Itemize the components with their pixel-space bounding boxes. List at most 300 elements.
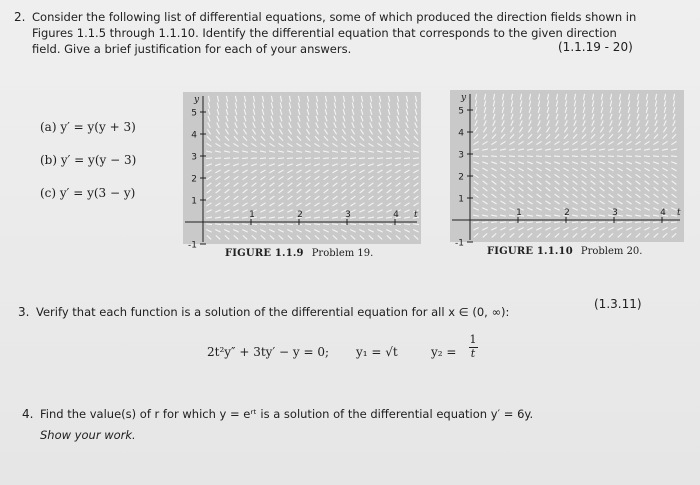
slope-segment <box>582 181 587 185</box>
slope-segment <box>405 183 410 187</box>
slope-segment <box>233 217 239 218</box>
slope-segment <box>482 201 487 204</box>
slope-segment <box>288 129 291 134</box>
slope-segment <box>206 158 212 159</box>
slope-segment <box>474 174 479 177</box>
slope-segment <box>511 94 512 100</box>
slope-segment <box>233 224 239 225</box>
slope-segment <box>413 203 418 206</box>
slope-segment <box>502 120 505 125</box>
slope-segment <box>484 94 485 100</box>
slope-segment <box>208 116 210 122</box>
slope-segment <box>627 134 631 138</box>
slope-segment <box>474 233 478 237</box>
slope-segment <box>554 156 560 157</box>
slope-segment <box>226 102 227 108</box>
slope-segment <box>395 151 401 152</box>
slope-segment <box>636 181 641 185</box>
slope-segment <box>324 189 329 193</box>
slope-segment <box>653 222 659 223</box>
slope-segment <box>216 196 221 200</box>
slope-segment <box>325 109 327 115</box>
slope-segment <box>500 201 505 204</box>
slope-segment <box>342 129 345 134</box>
slope-segment <box>361 96 362 102</box>
slope-segment <box>395 143 400 146</box>
slope-segment <box>415 102 416 108</box>
slope-segment <box>253 116 255 122</box>
slope-segment <box>502 94 503 100</box>
problem3-equation: 2t²y″ + 3ty′ − y = 0; <box>207 345 329 359</box>
slope-segment <box>270 129 273 134</box>
slope-segment <box>635 168 640 171</box>
slope-segment <box>314 164 320 166</box>
slope-segment <box>546 127 549 132</box>
slope-segment <box>413 230 418 233</box>
slope-segment <box>279 189 284 193</box>
slope-segment <box>547 120 550 125</box>
slope-segment <box>592 120 595 125</box>
slope-segment <box>644 168 649 171</box>
slope-segment <box>352 116 354 122</box>
slope-segment <box>671 149 677 150</box>
slope-segment <box>278 170 283 173</box>
slope-segment <box>323 203 328 206</box>
slope-segment <box>315 189 320 193</box>
slope-segment <box>563 201 568 204</box>
slope-segment <box>600 127 603 132</box>
slope-segment <box>663 181 668 185</box>
slope-segment <box>287 151 293 152</box>
slope-segment <box>637 100 638 106</box>
slope-segment <box>655 107 657 113</box>
slope-segment <box>279 235 283 239</box>
slope-segment <box>413 224 419 225</box>
slope-segment <box>225 129 228 134</box>
slope-segment <box>646 120 649 125</box>
slope-segment <box>672 233 676 237</box>
slope-segment <box>377 217 383 218</box>
slope-segment <box>473 156 479 157</box>
slope-segment <box>581 156 587 157</box>
slope-segment <box>664 120 667 125</box>
slope-segment <box>333 176 338 179</box>
y-tick-label: 5 <box>191 108 197 119</box>
slope-segment <box>601 100 602 106</box>
slope-segment <box>378 176 383 179</box>
slope-segment <box>473 149 479 150</box>
slope-segment <box>635 208 640 210</box>
slope-segment <box>405 189 410 193</box>
slope-segment <box>590 168 595 171</box>
slope-segment <box>296 203 301 206</box>
slope-segment <box>280 122 283 127</box>
slope-segment <box>653 168 658 171</box>
slope-segment <box>600 194 605 198</box>
slope-segment <box>637 107 639 113</box>
slope-segment <box>215 151 221 152</box>
slope-segment <box>509 228 514 231</box>
slope-segment <box>332 170 337 173</box>
slope-segment <box>324 136 328 140</box>
slope-segment <box>260 143 265 146</box>
slope-segment <box>626 222 632 223</box>
slope-segment <box>482 162 488 164</box>
slope-segment <box>671 201 676 204</box>
slope-segment <box>387 183 392 187</box>
slope-segment <box>216 129 219 134</box>
slope-segment <box>368 164 374 166</box>
slope-segment <box>396 176 401 179</box>
slope-segment <box>618 194 623 198</box>
slope-segment <box>601 94 602 100</box>
slope-segment <box>242 230 247 233</box>
slope-segment <box>280 116 282 122</box>
slope-segment <box>269 224 275 225</box>
problem4-text: Find the value(s) of r for which y = eʳᵗ is a solution of the differential equation y′ = 6y. <box>40 407 534 421</box>
slope-segment <box>377 143 382 146</box>
slope-segment <box>314 217 320 218</box>
slope-segment <box>627 194 632 198</box>
slope-segment <box>555 134 559 138</box>
slope-segment <box>565 94 566 100</box>
slope-segment <box>590 149 596 150</box>
slope-segment <box>413 151 419 152</box>
slope-segment <box>360 176 365 179</box>
slope-segment <box>370 96 371 102</box>
slope-segment <box>520 94 521 100</box>
slope-segment <box>206 224 212 225</box>
slope-segment <box>332 143 337 146</box>
slope-segment <box>224 170 229 173</box>
slope-segment <box>386 151 392 152</box>
slope-segment <box>351 136 355 140</box>
slope-segment <box>278 210 283 212</box>
slope-segment <box>501 187 506 191</box>
slope-segment <box>599 201 604 204</box>
slope-segment <box>406 122 409 127</box>
slope-segment <box>296 170 301 173</box>
slope-segment <box>473 215 479 216</box>
slope-segment <box>405 235 409 239</box>
slope-segment <box>261 183 266 187</box>
slope-segment <box>378 235 382 239</box>
slope-segment <box>600 187 605 191</box>
problem4-number: 4. <box>22 407 34 421</box>
slope-segment <box>262 102 263 108</box>
slope-segment <box>511 114 513 120</box>
slope-segment <box>582 194 587 198</box>
slope-segment <box>415 122 418 127</box>
slope-segment <box>610 120 613 125</box>
slope-segment <box>414 189 419 193</box>
slope-segment <box>644 162 650 164</box>
slope-segment <box>655 114 657 120</box>
slope-segment <box>234 235 238 239</box>
slope-segment <box>215 230 220 233</box>
slope-segment <box>243 129 246 134</box>
slope-segment <box>288 189 293 193</box>
slope-segment <box>536 149 542 150</box>
slope-segment <box>582 127 585 132</box>
slope-segment <box>662 156 668 157</box>
slope-segment <box>572 168 577 171</box>
slope-segment <box>207 129 210 134</box>
slope-segment <box>396 235 400 239</box>
slope-segment <box>343 122 346 127</box>
slope-segment <box>473 168 478 171</box>
slope-segment <box>491 228 496 231</box>
slope-segment <box>396 129 399 134</box>
slope-segment <box>323 170 328 173</box>
slope-segment <box>528 127 531 132</box>
equation-a: (a) y′ = y(y + 3) <box>40 120 136 134</box>
slope-segment <box>333 183 338 187</box>
x-tick-label: 4 <box>660 208 666 218</box>
slope-segment <box>519 127 522 132</box>
slope-segment <box>261 189 266 193</box>
slope-segment <box>334 122 337 127</box>
slope-segment <box>271 116 273 122</box>
slope-segment <box>206 230 211 233</box>
problem3-text: Verify that each function is a solution of the differential equation for all x ∈ (0, ∞): <box>36 305 510 319</box>
slope-segment <box>307 96 308 102</box>
slope-segment <box>500 141 505 144</box>
slope-segment <box>565 114 567 120</box>
slope-segment <box>350 217 356 218</box>
slope-segment <box>252 196 257 200</box>
y-tick-label: 4 <box>458 128 464 139</box>
slope-segment <box>350 210 355 212</box>
slope-segment <box>307 102 308 108</box>
slope-segment <box>537 127 540 132</box>
slope-segment <box>233 164 239 166</box>
slope-segment <box>501 134 505 138</box>
slope-segment <box>563 228 568 231</box>
slope-segment <box>377 164 383 166</box>
slope-segment <box>608 222 614 223</box>
slope-segment <box>581 201 586 204</box>
slope-segment <box>333 196 338 200</box>
slope-segment <box>332 230 337 233</box>
slope-segment <box>297 196 302 200</box>
slope-segment <box>635 141 640 144</box>
slope-segment <box>546 174 551 177</box>
slope-segment <box>664 100 665 106</box>
slope-segment <box>207 136 211 140</box>
slope-segment <box>600 134 604 138</box>
slope-segment <box>564 233 568 237</box>
slope-segment <box>500 162 506 164</box>
slope-segment <box>653 149 659 150</box>
slope-segment <box>396 183 401 187</box>
slope-segment <box>628 114 630 120</box>
slope-segment <box>644 149 650 150</box>
slope-segment <box>482 168 487 171</box>
slope-segment <box>555 194 560 198</box>
slope-segment <box>645 181 650 185</box>
slope-segment <box>509 162 515 164</box>
slope-segment <box>617 168 622 171</box>
slope-segment <box>627 174 632 177</box>
slope-segment <box>243 183 248 187</box>
slope-segment <box>663 174 668 177</box>
slope-segment <box>333 189 338 193</box>
slope-segment <box>224 158 230 159</box>
slope-segment <box>563 141 568 144</box>
slope-segment <box>215 164 221 166</box>
slope-segment <box>377 203 382 206</box>
slope-segment <box>520 120 523 125</box>
slope-segment <box>397 122 400 127</box>
slope-segment <box>270 189 275 193</box>
slope-segment <box>359 143 364 146</box>
slope-segment <box>297 129 300 134</box>
slope-segment <box>545 222 551 223</box>
slope-segment <box>414 136 418 140</box>
slope-segment <box>207 189 212 193</box>
slope-segment <box>491 222 497 223</box>
slope-segment <box>207 183 212 187</box>
slope-segment <box>278 158 284 159</box>
slope-segment <box>341 158 347 159</box>
slope-segment <box>332 164 338 166</box>
slope-segment <box>528 194 533 198</box>
slope-segment <box>626 215 632 216</box>
slope-segment <box>225 196 230 200</box>
slope-segment <box>474 127 477 132</box>
slope-segment <box>519 194 524 198</box>
slope-segment <box>618 181 623 185</box>
slope-segment <box>377 210 382 212</box>
slope-segment <box>351 235 355 239</box>
slope-segment <box>635 222 641 223</box>
slope-segment <box>269 217 275 218</box>
slope-segment <box>591 187 596 191</box>
slope-segment <box>501 174 506 177</box>
slope-segment <box>662 228 667 231</box>
slope-segment <box>224 151 230 152</box>
slope-segment <box>555 233 559 237</box>
slope-segment <box>262 122 265 127</box>
slope-segment <box>404 151 410 152</box>
slope-segment <box>536 215 542 216</box>
slope-segment <box>581 149 587 150</box>
slope-segment <box>491 141 496 144</box>
slope-segment <box>502 100 503 106</box>
slope-segment <box>251 230 256 233</box>
slope-segment <box>225 235 229 239</box>
slope-segment <box>234 176 239 179</box>
slope-segment <box>491 162 497 164</box>
slope-segment <box>673 107 675 113</box>
slope-segment <box>644 228 649 231</box>
slope-segment <box>581 168 586 171</box>
slope-segment <box>528 134 532 138</box>
slope-segment <box>378 183 383 187</box>
slope-segment <box>288 136 292 140</box>
slope-segment <box>527 222 533 223</box>
slope-segment <box>654 134 658 138</box>
slope-segment <box>307 122 310 127</box>
slope-segment <box>233 203 238 206</box>
slope-segment <box>581 162 587 164</box>
slope-segment <box>207 235 211 239</box>
slope-segment <box>305 210 310 212</box>
slope-segment <box>617 201 622 204</box>
slope-segment <box>618 134 622 138</box>
slope-segment <box>547 100 548 106</box>
slope-segment <box>215 203 220 206</box>
slope-segment <box>475 107 477 113</box>
slope-segment <box>206 170 211 173</box>
slope-segment <box>572 208 577 210</box>
slope-segment <box>565 100 566 106</box>
slope-segment <box>323 217 329 218</box>
slope-segment <box>215 170 220 173</box>
slope-segment <box>368 143 373 146</box>
slope-segment <box>208 102 209 108</box>
slope-segment <box>360 189 365 193</box>
slope-segment <box>493 107 495 113</box>
slope-segment <box>269 210 274 212</box>
slope-segment <box>269 151 275 152</box>
slope-segment <box>414 235 418 239</box>
slope-segment <box>511 100 512 106</box>
slope-segment <box>493 100 494 106</box>
slope-segment <box>325 96 326 102</box>
slope-segment <box>288 176 293 179</box>
slope-segment <box>636 187 641 191</box>
slope-segment <box>369 196 374 200</box>
slope-segment <box>324 235 328 239</box>
slope-segment <box>582 174 587 177</box>
problem2-line2: Figures 1.1.5 through 1.1.10. Identify the differential equation that corresponds to the given direction <box>32 26 617 40</box>
slope-segment <box>387 189 392 193</box>
slope-segment <box>492 194 497 198</box>
slope-segment <box>564 134 568 138</box>
slope-segment <box>671 228 676 231</box>
slope-segment <box>305 203 310 206</box>
slope-segment <box>509 208 514 210</box>
slope-segment <box>361 102 362 108</box>
slope-segment <box>601 120 604 125</box>
slope-segment <box>315 196 320 200</box>
slope-segment <box>404 210 409 212</box>
slope-segment <box>537 233 541 237</box>
y-tick-label: 1 <box>191 196 197 207</box>
slope-segment <box>341 203 346 206</box>
slope-segment <box>361 109 363 115</box>
slope-segment <box>473 141 478 144</box>
problem3-reference: (1.3.11) <box>594 297 642 311</box>
slope-segment <box>395 158 401 159</box>
slope-segment <box>492 181 497 185</box>
slope-segment <box>332 203 337 206</box>
slope-segment <box>590 162 596 164</box>
figure19-caption <box>225 248 373 259</box>
slope-segment <box>646 100 647 106</box>
slope-segment <box>663 194 668 198</box>
slope-segment <box>368 203 373 206</box>
slope-segment <box>626 149 632 150</box>
slope-segment <box>555 127 558 132</box>
slope-segment <box>619 100 620 106</box>
slope-segment <box>206 210 211 212</box>
slope-segment <box>673 100 674 106</box>
slope-segment <box>404 170 409 173</box>
slope-segment <box>244 109 246 115</box>
